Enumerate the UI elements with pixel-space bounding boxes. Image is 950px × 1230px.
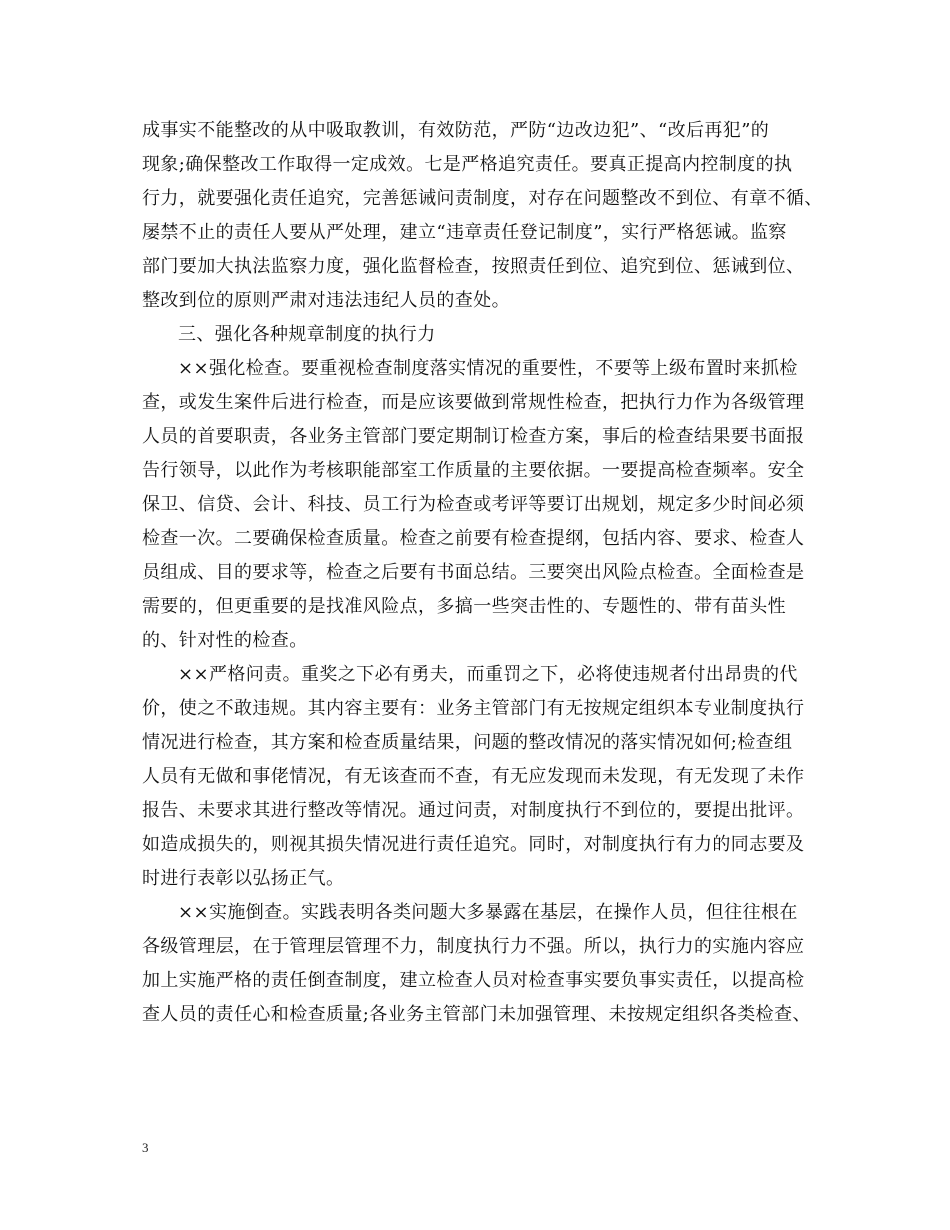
text-line: 的、针对性的检查。 bbox=[142, 630, 308, 651]
paragraph-inspection bbox=[142, 352, 822, 658]
text-line: 报告、未要求其进行整改等情况。通过问责，对制度执行不到位的，要提出批评。 bbox=[142, 800, 805, 821]
text-line: 屡禁不止的责任人要从严处理，建立“违章责任登记制度”，实行严格惩诫。监察 bbox=[142, 222, 787, 243]
text-line: 员组成、目的要求等，检查之后要有书面总结。三要突出风险点检查。全面检查是 bbox=[142, 562, 805, 583]
text-line: 保卫、信贷、会计、科技、员工行为检查或考评等要订出规划，规定多少时间必须 bbox=[142, 494, 805, 515]
text-line: 情况进行检查，其方案和检查质量结果，问题的整改情况的落实情况如何;检查组 bbox=[142, 732, 793, 753]
paragraph-strict-accountability bbox=[142, 658, 822, 896]
section-heading bbox=[142, 318, 822, 352]
text-line: 告行领导，以此作为考核职能部室工作质量的主要依据。一要提高检查频率。安全 bbox=[142, 460, 805, 481]
text-line: 检查一次。二要确保检查质量。检查之前要有检查提纲，包括内容、要求、检查人 bbox=[142, 528, 805, 549]
text-line: 时进行表彰以弘扬正气。 bbox=[142, 868, 345, 889]
text-line: ××强化检查。要重视检查制度落实情况的重要性，不要等上级布置时来抓检 bbox=[178, 358, 798, 379]
text-line: ××严格问责。重奖之下必有勇夫，而重罚之下，必将使违规者付出昂贵的代 bbox=[178, 664, 798, 685]
body-text bbox=[142, 114, 822, 1032]
text-line: 成事实不能整改的从中吸取教训，有效防范，严防“边改边犯”、“改后再犯”的 bbox=[142, 120, 770, 141]
paragraph-reverse-check bbox=[142, 896, 822, 1032]
text-line: 加上实施严格的责任倒查制度，建立检查人员对检查事实要负事实责任，以提高检 bbox=[142, 970, 805, 991]
text-line: 部门要加大执法监察力度，强化监督检查，按照责任到位、追究到位、惩诫到位、 bbox=[142, 256, 805, 277]
paragraph-accountability-cont bbox=[142, 114, 822, 318]
text-line: 行力，就要强化责任追究，完善惩诫问责制度，对存在问题整改不到位、有章不循、 bbox=[142, 188, 823, 209]
text-line: 整改到位的原则严肃对违法违纪人员的查处。 bbox=[142, 290, 510, 311]
page-number: 3 bbox=[142, 1140, 149, 1155]
text-line: 现象;确保整改工作取得一定成效。七是严格追究责任。要真正提高内控制度的执 bbox=[142, 154, 793, 175]
text-line: 需要的，但更重要的是找准风险点，多搞一些突击性的、专题性的、带有苗头性 bbox=[142, 596, 786, 617]
text-line: 人员的首要职责，各业务主管部门要定期制订检查方案，事后的检查结果要书面报 bbox=[142, 426, 805, 447]
text-line: 查，或发生案件后进行检查，而是应该要做到常规性检查，把执行力作为各级管理 bbox=[142, 392, 805, 413]
text-line: 各级管理层，在于管理层管理不力，制度执行力不强。所以，执行力的实施内容应 bbox=[142, 936, 805, 957]
text-line: 查人员的责任心和检查质量;各业务主管部门未加强管理、未按规定组织各类检查、 bbox=[142, 1004, 811, 1025]
text-line: 价，使之不敢违规。其内容主要有：业务主管部门有无按规定组织本专业制度执行 bbox=[142, 698, 805, 719]
text-line: 如造成损失的，则视其损失情况进行责任追究。同时，对制度执行有力的同志要及 bbox=[142, 834, 805, 855]
heading-line: 三、强化各种规章制度的执行力 bbox=[178, 324, 436, 345]
text-line: ××实施倒查。实践表明各类问题大多暴露在基层，在操作人员，但往往根在 bbox=[178, 902, 798, 923]
text-line: 人员有无做和事佬情况，有无该查而不查，有无应发现而未发现，有无发现了未作 bbox=[142, 766, 805, 787]
